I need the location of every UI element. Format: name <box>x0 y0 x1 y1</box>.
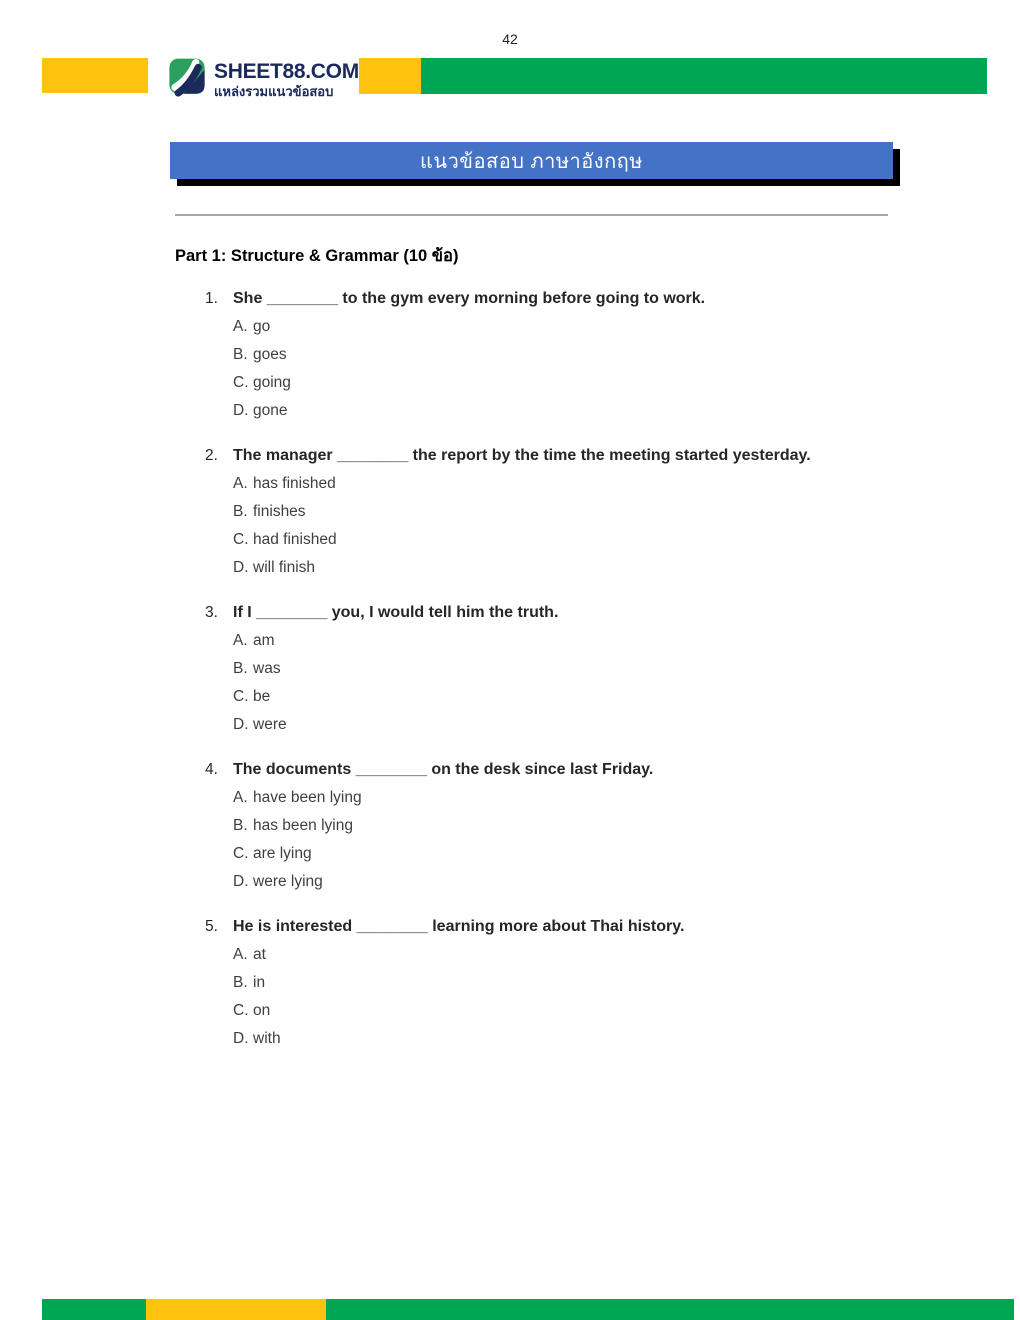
option-text: go <box>253 318 271 335</box>
page-number: 42 <box>502 31 518 47</box>
option-text: on <box>253 1002 271 1019</box>
question-item-4 <box>0 756 1020 896</box>
question-item-2 <box>0 442 1020 582</box>
option-text: goes <box>253 346 287 363</box>
option-label: B. <box>233 660 248 677</box>
answer-option <box>233 941 1020 969</box>
brand-name: SHEET88.COM <box>214 59 359 83</box>
part-heading: Part 1: Structure & Grammar (10 ข้อ) <box>175 247 459 265</box>
answer-option <box>233 470 1020 498</box>
option-text: will finish <box>253 559 316 576</box>
option-text: are lying <box>253 845 312 862</box>
option-label: C. <box>233 531 249 548</box>
question-number: 5. <box>205 918 218 935</box>
brand-tagline: แหล่งรวมแนวข้อสอบ <box>214 83 334 99</box>
option-text: has finished <box>253 475 336 492</box>
question-stem: The manager ________ the report by the time the meeting started yesterday. <box>233 447 811 464</box>
answer-option <box>233 711 1020 739</box>
option-label: A. <box>233 475 248 492</box>
question-stem: If I ________ you, I would tell him the truth. <box>233 604 559 621</box>
section-divider <box>175 214 888 216</box>
answer-option <box>233 341 1020 369</box>
answer-option <box>233 784 1020 812</box>
header-accent-bar-green <box>421 58 987 94</box>
option-text: be <box>253 688 271 705</box>
option-label: B. <box>233 974 248 991</box>
question-stem: The documents ________ on the desk since last Friday. <box>233 761 654 778</box>
option-label: D. <box>233 716 249 733</box>
option-label: B. <box>233 346 248 363</box>
option-label: A. <box>233 789 248 806</box>
question-number: 3. <box>205 604 218 621</box>
answer-option <box>233 997 1020 1025</box>
header-accent-bar-yellow <box>359 58 421 94</box>
option-text: have been lying <box>253 789 362 806</box>
option-label: C. <box>233 1002 249 1019</box>
answer-option <box>233 868 1020 896</box>
option-label: A. <box>233 318 248 335</box>
answer-option <box>233 812 1020 840</box>
footer-accent-green-left <box>42 1299 146 1320</box>
option-label: A. <box>233 632 248 649</box>
question-stem: He is interested ________ learning more about Thai history. <box>233 918 685 935</box>
exam-title-banner <box>170 142 893 179</box>
option-label: D. <box>233 1030 249 1047</box>
option-label: B. <box>233 503 248 520</box>
exam-title: แนวข้อสอบ ภาษาอังกฤษ <box>420 150 643 173</box>
answer-option <box>233 1025 1020 1053</box>
option-text: was <box>253 660 281 677</box>
option-label: C. <box>233 374 249 391</box>
option-label: A. <box>233 946 248 963</box>
answer-option <box>233 554 1020 582</box>
answer-option <box>233 397 1020 425</box>
question-number: 2. <box>205 447 218 464</box>
option-text: were lying <box>253 873 323 890</box>
option-text: in <box>253 974 266 991</box>
answer-option <box>233 683 1020 711</box>
footer-accent-yellow <box>146 1299 326 1320</box>
option-text: were <box>253 716 287 733</box>
option-label: D. <box>233 559 249 576</box>
answer-option <box>233 627 1020 655</box>
option-label: C. <box>233 845 249 862</box>
answer-option <box>233 369 1020 397</box>
footer-accent-green-right <box>326 1299 1014 1320</box>
answer-option <box>233 969 1020 997</box>
option-text: finishes <box>253 503 306 520</box>
answer-option <box>233 526 1020 554</box>
option-label: D. <box>233 873 249 890</box>
option-text: had finished <box>253 531 337 548</box>
option-text: at <box>253 946 266 963</box>
exam-content <box>0 244 1020 1070</box>
option-text: am <box>253 632 275 649</box>
question-number: 4. <box>205 761 218 778</box>
sheet88-logo <box>167 55 359 104</box>
option-text: gone <box>253 402 288 419</box>
option-label: C. <box>233 688 249 705</box>
option-text: going <box>253 374 291 391</box>
question-stem: She ________ to the gym every morning before going to work. <box>233 290 706 307</box>
question-item-5 <box>0 913 1020 1053</box>
answer-option <box>233 655 1020 683</box>
question-number: 1. <box>205 290 218 307</box>
option-label: D. <box>233 402 249 419</box>
option-text: has been lying <box>253 817 353 834</box>
option-text: with <box>253 1030 281 1047</box>
question-item-1 <box>0 285 1020 425</box>
question-item-3 <box>0 599 1020 739</box>
answer-option <box>233 498 1020 526</box>
option-label: B. <box>233 817 248 834</box>
answer-option <box>233 840 1020 868</box>
answer-option <box>233 313 1020 341</box>
header-accent-bar-left <box>42 58 148 93</box>
sheet88-logo-icon <box>167 55 207 104</box>
